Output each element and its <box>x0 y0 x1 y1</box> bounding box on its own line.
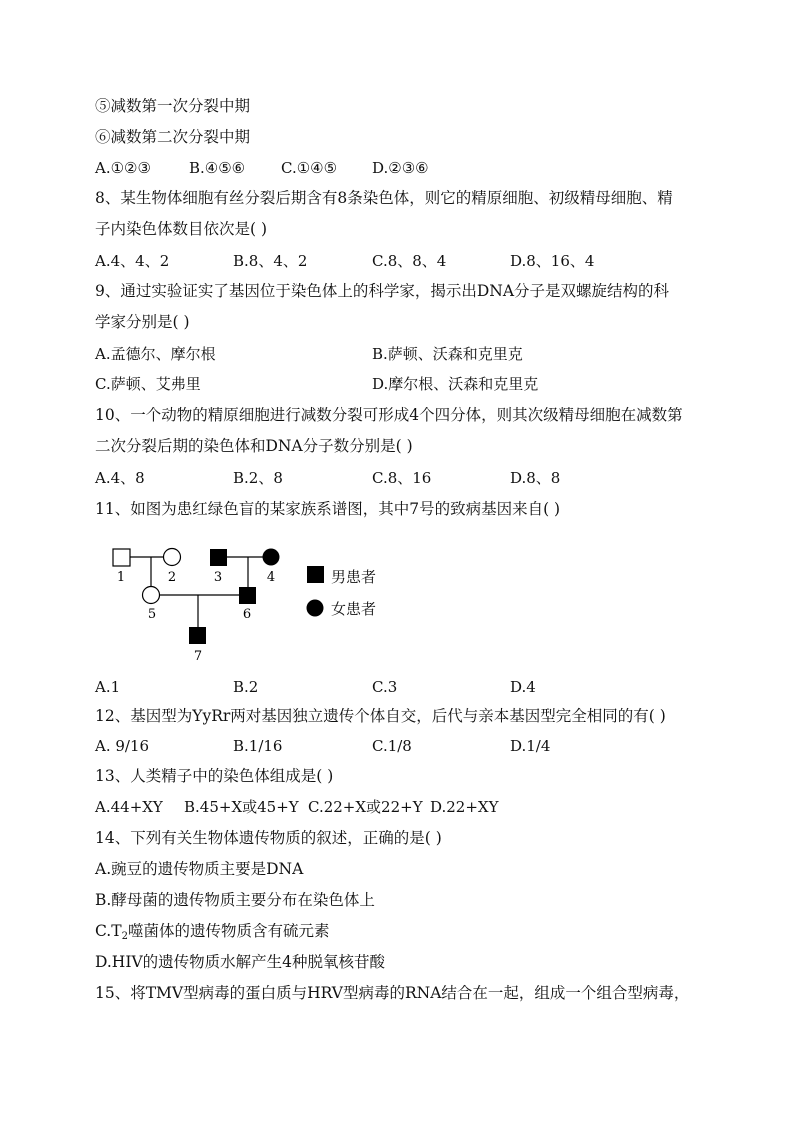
label-7: 7 <box>193 649 203 664</box>
q14-option-c-subscript: 2 <box>121 931 128 942</box>
q7-option-d: D.②③⑥ <box>372 159 429 177</box>
individual-6-affected-male <box>239 587 256 604</box>
legend-female-patient-label: 女患者 <box>331 600 377 618</box>
legend-male-patient-icon <box>307 566 324 583</box>
q7-item-5: ⑤减数第一次分裂中期 <box>95 97 251 115</box>
q9-option-b: B.萨顿、沃森和克里克 <box>372 345 523 363</box>
q10-option-a: A.4、8 <box>95 469 145 487</box>
q8-stem-line2: 子内染色体数目依次是( ) <box>95 220 268 238</box>
individual-4-affected-female <box>263 549 280 566</box>
q8-option-d: D.8、16、4 <box>510 252 595 270</box>
q12-stem: 12、基因型为YyRr两对基因独立遗传个体自交，后代与亲本基因型完全相同的有( ) <box>95 707 666 725</box>
q10-option-d: D.8、8 <box>510 469 561 487</box>
q10-stem-line2: 二次分裂后期的染色体和DNA分子数分别是( ) <box>95 437 413 455</box>
q13-option-d: D.22+XY <box>430 798 499 816</box>
individual-7-affected-male <box>189 627 206 644</box>
q10-stem-line1: 10、一个动物的精原细胞进行减数分裂可形成4个四分体，则其次级精母细胞在减数第 <box>95 406 683 424</box>
q8-option-a: A.4、4、2 <box>95 252 170 270</box>
q15-stem: 15、将TMV型病毒的蛋白质与HRV型病毒的RNA结合在一起，组成一个组合型病毒， <box>95 984 690 1002</box>
q7-option-b: B.④⑤⑥ <box>189 159 246 177</box>
q9-stem-line1: 9、通过实验证实了基因位于染色体上的科学家，揭示出DNA分子是双螺旋结构的科 <box>95 282 670 300</box>
q14-option-b: B.酵母菌的遗传物质主要分布在染色体上 <box>95 891 375 909</box>
label-3: 3 <box>213 570 223 585</box>
label-1: 1 <box>116 570 126 585</box>
q12-option-c: C.1/8 <box>372 737 412 755</box>
label-5: 5 <box>147 607 157 622</box>
q8-option-c: C.8、8、4 <box>372 252 447 270</box>
individual-2-healthy-female <box>164 549 181 566</box>
q14-option-c-prefix: C.T <box>95 922 122 940</box>
q11-option-b: B.2 <box>233 678 259 696</box>
q8-option-b: B.8、4、2 <box>233 252 308 270</box>
individual-5-healthy-female <box>143 587 160 604</box>
q14-stem: 14、下列有关生物体遗传物质的叙述，正确的是( ) <box>95 829 442 847</box>
q9-stem-line2: 学家分别是( ) <box>95 313 190 331</box>
q13-option-b: B.45+X或45+Y <box>184 798 299 816</box>
q14-option-c-text: 噬菌体的遗传物质含有硫元素 <box>127 922 330 940</box>
legend-male-patient-label: 男患者 <box>331 568 377 586</box>
q10-option-b: B.2、8 <box>233 469 283 487</box>
q14-option-a: A.豌豆的遗传物质主要是DNA <box>95 860 304 878</box>
q13-option-c: C.22+X或22+Y <box>308 798 423 816</box>
individual-3-affected-male <box>210 549 227 566</box>
q11-stem: 11、如图为患红绿色盲的某家族系谱图，其中7号的致病基因来自( ) <box>95 500 561 518</box>
q9-option-a: A.孟德尔、摩尔根 <box>95 345 216 363</box>
q13-option-a: A.44+XY <box>95 798 163 816</box>
q9-option-d: D.摩尔根、沃森和克里克 <box>372 375 539 393</box>
individual-1-healthy-male <box>113 549 130 566</box>
q11-option-c: C.3 <box>372 678 398 696</box>
q12-option-d: D.1/4 <box>510 737 551 755</box>
legend-female-patient-icon <box>307 600 324 617</box>
q11-option-d: D.4 <box>510 678 536 696</box>
q11-option-a: A.1 <box>95 678 121 696</box>
label-2: 2 <box>167 570 177 585</box>
label-4: 4 <box>266 570 276 585</box>
q13-stem: 13、人类精子中的染色体组成是( ) <box>95 767 334 785</box>
q14-option-c <box>95 921 329 947</box>
q7-item-6: ⑥减数第二次分裂中期 <box>95 128 251 146</box>
q7-option-c: C.①④⑤ <box>281 159 338 177</box>
q14-option-d: D.HIV的遗传物质水解产生4种脱氧核苷酸 <box>95 953 385 971</box>
label-6: 6 <box>242 607 252 622</box>
q9-option-c: C.萨顿、艾弗里 <box>95 375 201 393</box>
q10-option-c: C.8、16 <box>372 469 432 487</box>
q12-option-a: A. 9/16 <box>95 737 150 755</box>
q7-option-a: A.①②③ <box>95 159 151 177</box>
q8-stem-line1: 8、某生物体细胞有丝分裂后期含有8条染色体，则它的精原细胞、初级精母细胞、精 <box>95 189 673 207</box>
q12-option-b: B.1/16 <box>233 737 283 755</box>
